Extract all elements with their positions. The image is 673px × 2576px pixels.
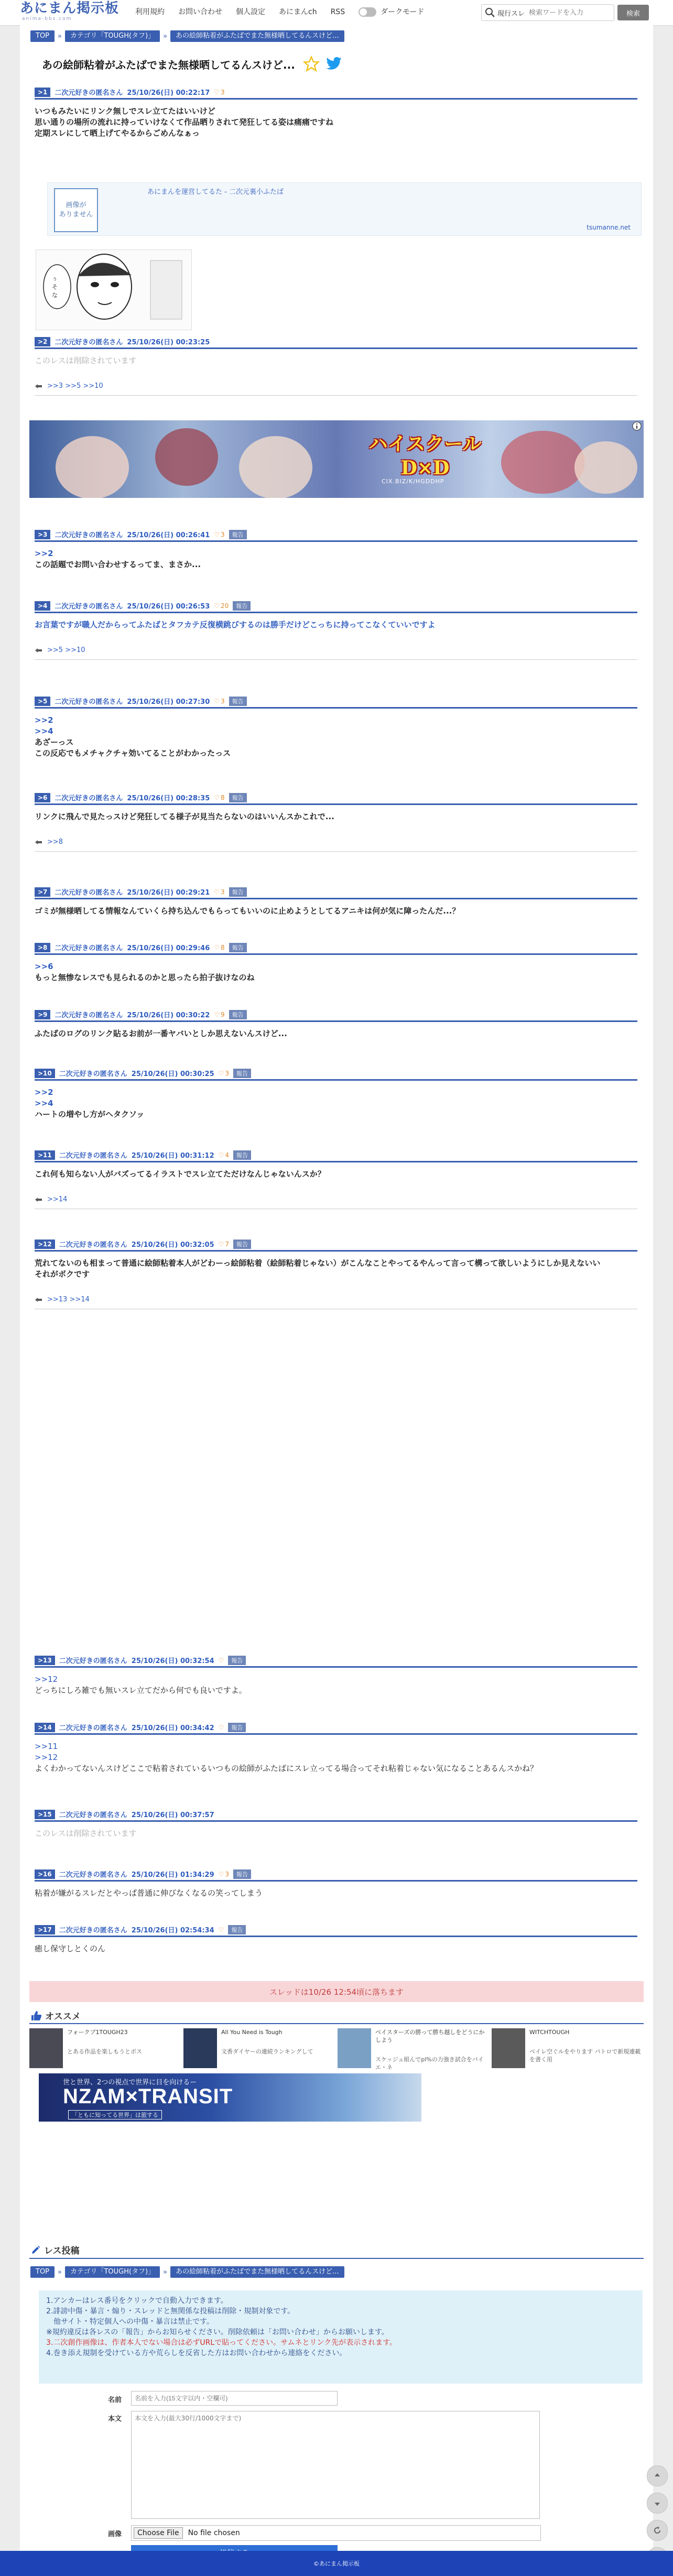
post-body [35, 1087, 637, 1120]
ad-logo-line: ハイスクール [368, 433, 482, 455]
thread-title-text: あの絵師粘着がふたばでまた無様晒してるんスけど... [42, 58, 295, 71]
post-line: 癒し保守しとくのん [35, 1944, 106, 1953]
poster-name: 二次元好きの匿名さん [59, 1871, 127, 1879]
reply-links [35, 1296, 637, 1303]
breadcrumb [30, 30, 344, 42]
poster-name: 二次元好きの匿名さん [59, 1152, 127, 1160]
like-count: 8 [221, 794, 225, 801]
main-content [20, 25, 653, 2551]
nav-animanch[interactable]: あにまんch [279, 8, 317, 16]
breadcrumb-separator: » [163, 32, 168, 40]
logo-title[interactable]: あにまん掲示板 [20, 1, 120, 16]
post [35, 1150, 637, 1209]
post-date: 25/10/26(日) 00:27:30 [127, 698, 210, 706]
reload-icon [653, 2526, 661, 2535]
reply-anchors[interactable]: >>14 [47, 1195, 68, 1203]
post-number[interactable]: >2 [35, 337, 50, 346]
scroll-bottom-button[interactable] [647, 2493, 668, 2514]
post-form-heading-text: レス投稿 [44, 2246, 80, 2256]
thumbs-up-icon [30, 2010, 42, 2021]
recommend-subtitle: ベイレ空ぐルをやります パトロで新規連載を書く用 [529, 2048, 641, 2063]
post-line: ゴミが無様晒してる情報なんていくら持ち込んでもらってもいいのに止めようとしてるアニキは何が気に障ったんだ...？ [35, 906, 460, 916]
anchor-link[interactable]: >>2 [35, 549, 53, 558]
recommend-heading [30, 2009, 81, 2022]
poster-name: 二次元好きの匿名さん [59, 1724, 127, 1732]
scroll-top-button[interactable] [647, 2465, 668, 2486]
post-body [35, 906, 637, 917]
favorite-star-icon[interactable] [302, 56, 320, 72]
post-number[interactable]: >7 [35, 887, 50, 897]
like-count: 4 [225, 1151, 230, 1159]
like-button[interactable]: ♡ 8 [214, 794, 225, 801]
post-number[interactable]: >5 [35, 697, 50, 706]
post-body [35, 1943, 637, 1954]
post-header [35, 942, 637, 955]
post-line: リンクに飛んで見たっスけど発狂してる様子が見当たらないのはいいんスかこれで... [35, 812, 334, 821]
rule-line: 2.誹謗中傷・暴言・煽り・スレッドと無関係な投稿は削除・規制対象です。 [46, 2307, 295, 2316]
like-button[interactable]: ♡ 4 [218, 1151, 230, 1159]
post [35, 1869, 637, 1899]
like-count: 7 [225, 1240, 230, 1248]
post [35, 696, 637, 759]
post [35, 1925, 637, 1954]
post-form-heading [30, 2243, 80, 2256]
choose-file-button[interactable]: Choose File [134, 2527, 183, 2539]
recommend-item[interactable] [338, 2028, 490, 2070]
post-body [35, 1828, 637, 1839]
like-count: 8 [221, 943, 225, 951]
reply-hand-icon [35, 383, 43, 389]
post-line: ふたばのログのリンク貼るお前が一番ヤバいとしか思えないんスけど... [35, 1029, 287, 1038]
post [35, 1009, 637, 1039]
post-number[interactable]: >11 [35, 1150, 55, 1160]
post [35, 887, 637, 917]
reply-links [35, 646, 637, 654]
post-date: 25/10/26(日) 02:54:34 [131, 1927, 214, 1934]
post-body [35, 106, 637, 139]
ad-artwork [29, 420, 644, 498]
report-button[interactable]: 報告 [233, 601, 251, 611]
nzam-tagline: 世と世界、2つの視点で世界に目を向けるー [63, 2079, 197, 2086]
like-count: 3 [221, 88, 225, 96]
link-card-title[interactable]: あにまんを運営してるた - 二次元裏小ふたば [147, 188, 284, 196]
poster-name: 二次元好きの匿名さん [59, 1927, 127, 1934]
post-header [35, 1068, 637, 1081]
recommend-title[interactable]: All You Need is Tough [221, 2029, 283, 2036]
manga-face-illustration [36, 250, 191, 330]
footer-copyright: ©あにまん掲示板 [313, 2560, 360, 2567]
poster-name: 二次元好きの匿名さん [55, 531, 123, 539]
nav-contact[interactable]: お問い合わせ [178, 8, 222, 16]
post-number[interactable]: >17 [35, 1925, 55, 1934]
posting-rules [39, 2290, 643, 2384]
divider [29, 2023, 644, 2024]
form-breadcrumb [30, 2266, 344, 2278]
name-input[interactable] [131, 2391, 338, 2406]
divider [35, 395, 637, 396]
anchor-link[interactable]: >>2 [35, 1088, 53, 1097]
post-body [35, 355, 637, 366]
breadcrumb-category[interactable]: カテゴリ「TOUGH(タフ)」 [65, 2266, 160, 2278]
post-body [35, 1741, 637, 1774]
post-line: この反応でもメチャクチャ効いてることがわかったっス [35, 748, 231, 758]
reply-anchors[interactable]: >>3 >>5 >>10 [47, 382, 103, 390]
reply-hand-icon [35, 1197, 43, 1203]
body-label: 本文 [108, 2415, 122, 2423]
divider [29, 2258, 644, 2259]
image-label: 画像 [108, 2530, 122, 2538]
post-line: もっと無惨なレスでも見られるのかと思ったら拍子抜けなのね [35, 973, 255, 982]
reply-hand-icon [35, 1297, 43, 1303]
search-box [481, 4, 614, 21]
reply-links [35, 838, 637, 846]
post-header [35, 1869, 637, 1882]
toggle-knob [360, 8, 367, 16]
twitter-bird-icon[interactable] [325, 57, 342, 71]
thread-title [42, 56, 342, 72]
reply-links [35, 382, 637, 390]
post-date: 25/10/26(日) 00:26:53 [127, 603, 210, 611]
report-button[interactable]: 報告 [228, 1723, 246, 1732]
dark-mode-label: ダークモード [381, 8, 425, 16]
post-body [35, 1674, 637, 1696]
site-footer [0, 2551, 673, 2576]
anchor-link[interactable]: >>11 [35, 1742, 58, 1751]
like-button[interactable]: ♡ 3 [214, 697, 225, 705]
breadcrumb-thread[interactable]: あの絵師粘着がふたばでまた無様晒してるんスけど... [170, 2266, 344, 2278]
report-button[interactable]: 報告 [228, 1656, 246, 1665]
breadcrumb-separator: » [163, 2268, 168, 2276]
post-date: 25/10/26(日) 01:34:29 [131, 1871, 214, 1879]
svg-text:な: な [52, 292, 58, 299]
like-button[interactable]: ♡ 3 [218, 1069, 230, 1077]
post [35, 942, 637, 983]
anchor-link[interactable]: >>2 [35, 715, 53, 725]
deleted-notice: このレスは削除されています [35, 356, 137, 365]
recommend-subtitle: スケッジュ組んでpl%の力強き試合をパイエ・ネ [375, 2056, 484, 2071]
like-button[interactable]: ♡ [218, 1723, 224, 1731]
ad-logo-line: D×D [400, 457, 450, 479]
nzam-subtitle: 「ともに知ってる世界」は旅する [68, 2110, 162, 2120]
nzam-banner-ad[interactable] [39, 2073, 421, 2122]
post-body [35, 548, 637, 570]
post-header [35, 87, 637, 100]
poster-name: 二次元好きの匿名さん [55, 795, 123, 802]
poster-name: 二次元好きの匿名さん [59, 1070, 127, 1078]
poster-name: 二次元好きの匿名さん [55, 339, 123, 346]
name-label: 名前 [108, 2396, 122, 2404]
no-image-text: 画像が ありません [59, 201, 93, 219]
post-header [35, 792, 637, 805]
recommend-subtitle: 文香ダイヤーの連続ランキングして [221, 2048, 313, 2055]
site-logo[interactable] [20, 1, 119, 22]
post-line: どっちにしろ雑でも無いスレ立てだから何でも良いですよ。 [35, 1686, 247, 1695]
recommend-thumbnail [183, 2028, 217, 2068]
post-number[interactable]: >8 [35, 943, 50, 952]
post [35, 1068, 637, 1120]
post-header [35, 1925, 637, 1937]
breadcrumb-category[interactable]: カテゴリ「TOUGH(タフ)」 [65, 30, 160, 42]
ad-url: CIX.BIZ/K/HGDDHP [382, 478, 444, 485]
logo-subtitle: anima-bbs.com [22, 16, 72, 21]
rule-line: 4.巻き添え規制を受けている方や荒らしを反省した方はお問い合わせから連絡をください。 [46, 2349, 347, 2357]
post [35, 1239, 637, 1309]
arrow-up-icon [654, 2472, 661, 2480]
post-number[interactable]: >10 [35, 1069, 55, 1078]
post-line: いつもみたいにリンク無しでスレ立てたはいいけど [35, 106, 215, 116]
post-line: ハートの増やし方がヘタクソッ [35, 1110, 145, 1119]
anchor-link[interactable]: >>6 [35, 962, 53, 971]
post-header [35, 696, 637, 709]
poster-name: 二次元好きの匿名さん [55, 1012, 123, 1019]
anchor-link[interactable]: >>4 [35, 1099, 53, 1108]
deleted-notice: このレスは削除されています [35, 1829, 137, 1838]
link-card[interactable] [47, 182, 642, 236]
post-header [35, 1722, 637, 1735]
nav-rss[interactable]: RSS [330, 8, 345, 16]
post-number[interactable]: >12 [35, 1240, 55, 1249]
search-button[interactable]: 検索 [617, 5, 649, 20]
rule-line: 他サイト・特定個人への中傷・暴言は禁止です。 [46, 2318, 214, 2326]
report-button[interactable]: 報告 [233, 1069, 251, 1078]
recommend-item[interactable] [183, 2028, 335, 2070]
post-line: お言葉ですが職人だからってふたばとタフカテ反復横跳びするのは勝手だけどこっちに持ってこなくていいですよ [35, 620, 436, 629]
like-button[interactable]: ♡ 3 [214, 888, 225, 896]
like-count: 3 [221, 530, 225, 538]
like-count: 3 [225, 1069, 230, 1077]
post-header [35, 601, 637, 613]
post-line: これ何も知らない人がバズってるイラストでスレ立てただけなんじゃないんスか？ [35, 1169, 325, 1179]
post-number[interactable]: >16 [35, 1869, 55, 1879]
divider [35, 851, 637, 852]
recommend-thumbnail [338, 2028, 371, 2068]
post-line: 粘着が嫌がるスレだとやっぱ普通に伸びなくなるの笑ってしまう [35, 1888, 263, 1898]
reply-hand-icon [35, 839, 43, 845]
like-button[interactable]: ♡ 3 [218, 1870, 230, 1878]
post [35, 601, 637, 660]
like-count: 9 [221, 1010, 225, 1018]
recommend-subtitle: とある作品を楽しもうとボス [67, 2048, 142, 2055]
recommend-title[interactable]: WITCHTOUGH [529, 2029, 570, 2036]
like-button[interactable]: ♡ [218, 1926, 224, 1933]
post-number[interactable]: >3 [35, 530, 50, 539]
recommend-thumbnail [492, 2028, 525, 2068]
post [35, 792, 637, 852]
like-button[interactable]: ♡ 3 [214, 88, 225, 96]
post-number[interactable]: >14 [35, 1723, 55, 1732]
post [35, 529, 637, 570]
like-button[interactable]: ♡ 3 [214, 530, 225, 538]
post-header [35, 1239, 637, 1252]
post-number[interactable]: >13 [35, 1656, 55, 1665]
post-header [35, 336, 637, 349]
manga-image[interactable] [36, 249, 192, 330]
post-body [35, 1169, 637, 1180]
anchor-link[interactable]: >>12 [35, 1675, 58, 1684]
reload-button[interactable] [647, 2520, 668, 2541]
header-nav [135, 5, 425, 19]
post-header [35, 887, 637, 899]
rule-line: ※規約違反は各レスの「報告」からお知らせください。削除依頼は「お問い合わせ」からお願いします。 [46, 2328, 389, 2336]
link-card-domain: tsumanne.net [587, 224, 631, 231]
image-file-input[interactable] [131, 2525, 541, 2541]
post-body [35, 1888, 637, 1899]
post-date: 25/10/26(日) 00:22:17 [127, 89, 210, 97]
search-icon [485, 7, 495, 18]
poster-name: 二次元好きの匿名さん [55, 889, 123, 897]
breadcrumb-separator: » [58, 2268, 62, 2276]
nav-terms[interactable]: 利用規約 [135, 8, 165, 16]
recommend-item[interactable] [492, 2028, 644, 2070]
like-count: 3 [221, 697, 225, 705]
svg-text:そ: そ [52, 284, 58, 290]
post-number[interactable]: >4 [35, 601, 50, 611]
post-date: 25/10/26(日) 00:31:12 [131, 1152, 214, 1160]
post [35, 336, 637, 396]
like-button[interactable]: ♡ 20 [214, 602, 229, 610]
reply-hand-icon [35, 647, 43, 654]
post-date: 25/10/26(日) 00:26:41 [127, 531, 210, 539]
pencil-icon [30, 2245, 41, 2255]
poster-name: 二次元好きの匿名さん [55, 698, 123, 706]
post-header [35, 1809, 637, 1822]
recommend-title[interactable]: フォークプ1TOUGH23 [67, 2029, 128, 2036]
post [35, 1722, 637, 1774]
post-date: 25/10/26(日) 00:29:21 [127, 889, 210, 897]
divider [35, 659, 637, 660]
recommend-item[interactable] [29, 2028, 181, 2070]
report-button[interactable]: 報告 [229, 530, 247, 539]
post-body [35, 619, 637, 631]
post-line: よくわかってないんスけどここで粘着されているいつもの絵師がふたばにスレ立ってる場合ってそれ粘着じゃない気になることあるんスかね？ [35, 1764, 538, 1773]
post-date: 25/10/26(日) 00:28:35 [127, 795, 210, 802]
nav-settings[interactable]: 個人設定 [236, 8, 265, 16]
report-button[interactable]: 報告 [228, 1925, 246, 1934]
post-line: この話題でお問い合わせするってま、まさか... [35, 560, 201, 569]
toggle-switch[interactable] [359, 7, 376, 17]
post-body [35, 1028, 637, 1039]
link-card-thumbnail [54, 188, 98, 232]
reply-links [35, 1195, 637, 1203]
arrow-down-icon [654, 2499, 661, 2507]
breadcrumb-top[interactable]: TOP [30, 2266, 55, 2278]
post-header [35, 1009, 637, 1022]
post-body [35, 811, 637, 822]
post-line: それがボクです [35, 1269, 90, 1279]
like-button[interactable]: ♡ [218, 1656, 224, 1664]
rule-line-warning: 3.二次創作画像は、作者本人でない場合は必ずURLで貼ってください。サムネとリンク先が表示されます。 [46, 2339, 397, 2347]
post-header [35, 1655, 637, 1668]
anchor-link[interactable]: >>12 [35, 1753, 58, 1762]
reply-anchors[interactable]: >>8 [47, 838, 63, 846]
recommend-heading-text: オススメ [45, 2012, 81, 2022]
post-date: 25/10/26(日) 00:34:42 [131, 1724, 214, 1732]
post-line: あざーっス [35, 737, 74, 747]
reply-anchors[interactable]: >>5 >>10 [47, 646, 85, 654]
post-date: 25/10/26(日) 00:32:05 [131, 1241, 214, 1249]
body-textarea[interactable] [131, 2411, 540, 2519]
post-body [35, 1258, 637, 1280]
post-line: 荒れてないのも相まって普通に絵師粘着本人がどわーっ絵師粘着（絵師粘着じゃない）がこんなことやってるやんって言って構って欲しいようにしか見えないい [35, 1258, 601, 1268]
post-number[interactable]: >9 [35, 1010, 50, 1019]
search-scope[interactable]: 現行スレ [497, 9, 525, 18]
dark-mode-toggle[interactable] [359, 5, 424, 19]
post-date: 25/10/26(日) 00:37:57 [131, 1811, 214, 1819]
breadcrumb-thread[interactable]: あの絵師粘着がふたばでまた無様晒してるんスけど... [170, 30, 344, 42]
report-button[interactable]: 報告 [229, 1010, 247, 1019]
ad-info-icon[interactable] [632, 421, 642, 431]
rule-line: 1.アンカーはレス番号をクリックで自動入力できます。 [46, 2297, 228, 2305]
like-button[interactable]: ♡ 8 [214, 943, 225, 951]
nzam-title: NZAM×TRANSIT [63, 2085, 233, 2108]
svg-text:ぅ: ぅ [52, 275, 58, 282]
file-status: No file chosen [188, 2529, 240, 2537]
thread-end-notice: スレッドは10/26 12:54頃に落ちます [29, 1981, 644, 2002]
reply-anchors[interactable]: >>13 >>14 [47, 1296, 90, 1303]
report-button[interactable]: 報告 [229, 887, 247, 897]
post-line: 定期スレにして晒上げてやるからごめんなぁっ [35, 128, 200, 138]
post-body [35, 715, 637, 759]
report-button[interactable]: 報告 [233, 1869, 251, 1879]
post-date: 25/10/26(日) 00:32:54 [131, 1657, 214, 1665]
anchor-link[interactable]: >>4 [35, 726, 53, 736]
post-number[interactable]: >1 [35, 88, 50, 97]
report-button[interactable]: 報告 [233, 1240, 251, 1249]
post-header [35, 1150, 637, 1162]
post-number[interactable]: >15 [35, 1810, 55, 1819]
poster-name: 二次元好きの匿名さん [59, 1811, 127, 1819]
post-number[interactable]: >6 [35, 793, 50, 802]
post-line: 思い通りの場所の流れに持っていけなくて作品晒りされて発狂してる姿は痛痛ですね [35, 117, 334, 127]
like-count: 3 [225, 1870, 230, 1878]
recommend-title[interactable]: ベイスターズの勝って勝ち越しをどうにかしよう [375, 2029, 485, 2044]
banner-ad[interactable] [29, 420, 644, 498]
like-count: 20 [221, 602, 229, 610]
report-button[interactable]: 報告 [229, 793, 247, 802]
report-button[interactable]: 報告 [233, 1150, 251, 1160]
like-button[interactable]: ♡ 9 [214, 1010, 225, 1018]
poster-name: 二次元好きの匿名さん [59, 1657, 127, 1665]
report-button[interactable]: 報告 [229, 943, 247, 952]
recommend-thumbnail [29, 2028, 63, 2068]
poster-name: 二次元好きの匿名さん [59, 1241, 127, 1249]
post-date: 25/10/26(日) 00:23:25 [127, 339, 210, 346]
poster-name: 二次元好きの匿名さん [55, 603, 123, 611]
like-count: 3 [221, 888, 225, 896]
like-button[interactable]: ♡ 7 [218, 1240, 230, 1248]
post-body [35, 961, 637, 983]
breadcrumb-top[interactable]: TOP [30, 30, 55, 42]
site-header [0, 0, 673, 26]
post-date: 25/10/26(日) 00:29:46 [127, 944, 210, 952]
post [35, 1809, 637, 1839]
post-date: 25/10/26(日) 00:30:22 [127, 1012, 210, 1019]
search-input[interactable] [528, 8, 609, 17]
post-date: 25/10/26(日) 00:30:25 [131, 1070, 214, 1078]
post [35, 87, 637, 139]
poster-name: 二次元好きの匿名さん [55, 89, 123, 97]
poster-name: 二次元好きの匿名さん [55, 944, 123, 952]
post-header [35, 529, 637, 542]
breadcrumb-separator: » [58, 32, 62, 40]
report-button[interactable]: 報告 [229, 697, 247, 706]
post [35, 1655, 637, 1696]
